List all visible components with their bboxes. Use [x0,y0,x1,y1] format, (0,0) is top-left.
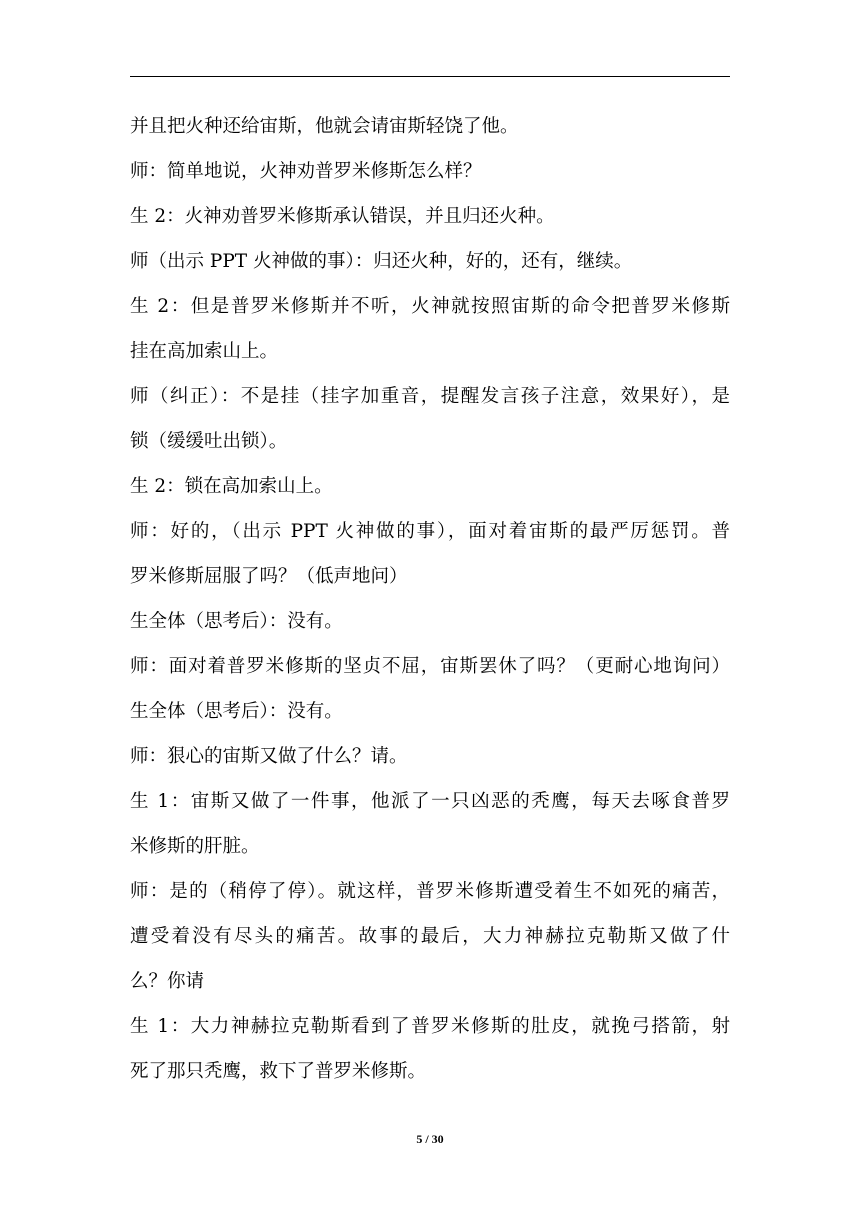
text-line: 师：简单地说，火神劝普罗米修斯怎么样？ [130,161,482,182]
text-line: 挂在高加索山上。 [130,341,279,362]
text-line: 米修斯的肝脏。 [130,836,260,857]
text-line: 死了那只秃鹰，救下了普罗米修斯。 [130,1061,427,1082]
text-line: 锁（缓缓吐出锁）。 [130,431,288,452]
text-line: 师（纠正）：不是挂（挂字加重音，提醒发言孩子注意，效果好），是 [130,386,730,407]
header-rule [130,76,730,77]
text-line: 遭受着没有尽头的痛苦。故事的最后，大力神赫拉克勒斯又做了什 [130,926,730,947]
page-number: 5 / 30 [416,1132,444,1146]
text-line: 生 1：宙斯又做了一件事，他派了一只凶恶的秃鹰，每天去啄食普罗 [130,791,730,812]
text-line: 生全体（思考后）：没有。 [130,611,343,632]
text-line: 并且把火种还给宙斯，他就会请宙斯轻饶了他。 [130,116,519,137]
text-line: 么？你请 [130,971,205,992]
text-line: 生 2：但是普罗米修斯并不听，火神就按照宙斯的命令把普罗米修斯 [130,296,730,317]
text-line: 师：面对着普罗米修斯的坚贞不屈，宙斯罢休了吗？（更耐心地询问） [130,656,730,677]
text-line: 生 1：大力神赫拉克勒斯看到了普罗米修斯的肚皮，就挽弓搭箭，射 [130,1016,730,1037]
text-line: 师：是的（稍停了停）。就这样，普罗米修斯遭受着生不如死的痛苦， [130,881,730,902]
text-line: 生全体（思考后）：没有。 [130,701,343,722]
text-line: 师：好的，（出示 PPT 火神做的事），面对着宙斯的最严厉惩罚。普 [130,521,730,542]
text-line: 师：狠心的宙斯又做了什么？请。 [130,746,408,767]
text-line: 生 2：火神劝普罗米修斯承认错误，并且归还火种。 [130,206,555,227]
text-line: 师（出示 PPT 火神做的事）：归还火种，好的，还有，继续。 [130,251,633,272]
text-line: 生 2：锁在高加索山上。 [130,476,333,497]
text-line: 罗米修斯屈服了吗？（低声地问） [130,566,408,587]
